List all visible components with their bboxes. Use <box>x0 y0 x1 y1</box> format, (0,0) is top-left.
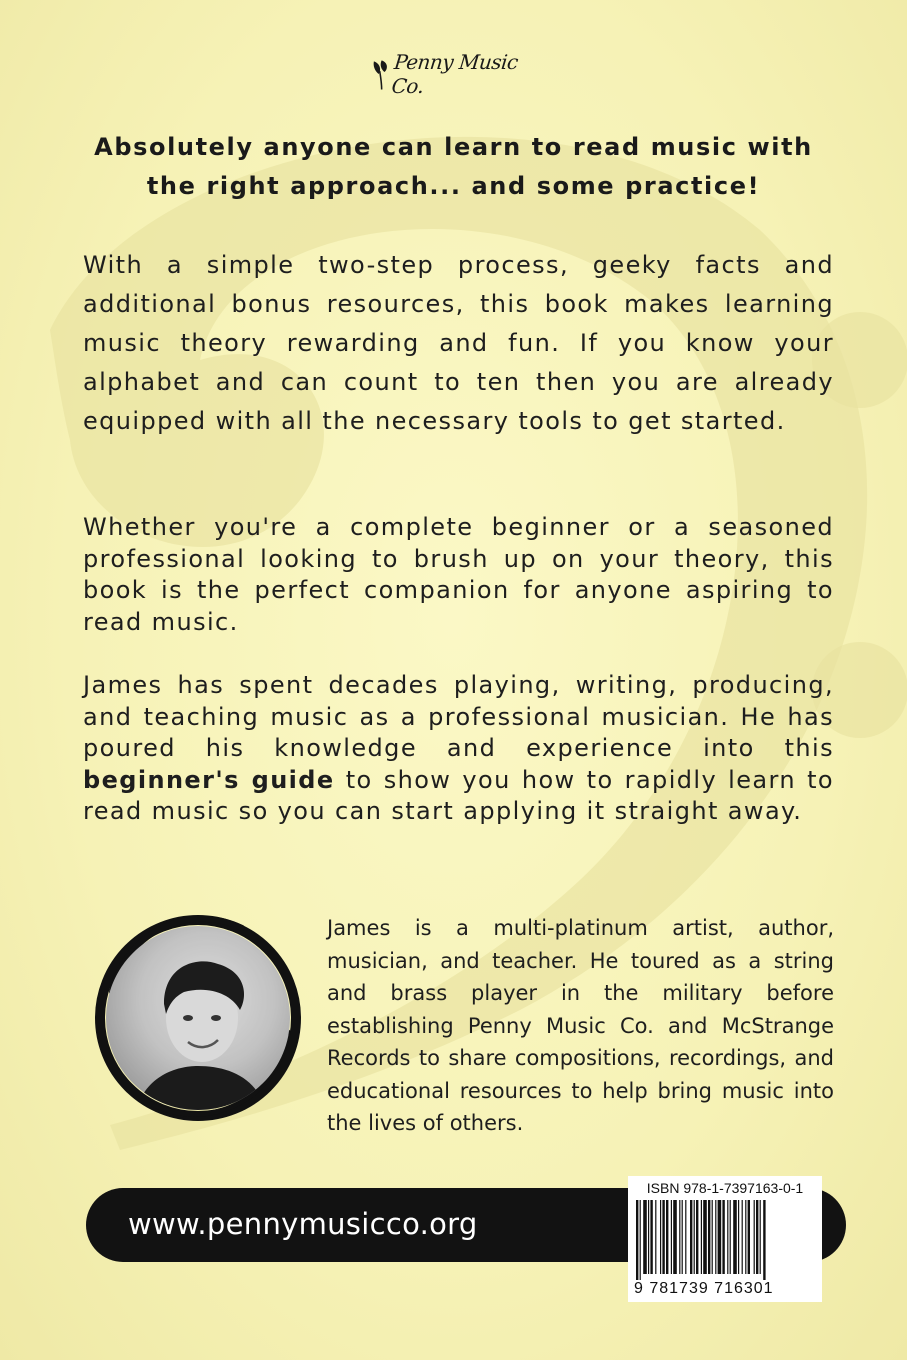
barcode-bar <box>655 1200 656 1274</box>
headline-line-2: the right approach... and some practice! <box>146 172 761 200</box>
barcode-bar <box>690 1200 692 1274</box>
headline-line-1: Absolutely anyone can learn to read music with <box>94 133 813 161</box>
barcode-bar <box>756 1200 758 1274</box>
barcode-bar <box>760 1200 761 1274</box>
barcode-bars <box>634 1200 816 1280</box>
paragraph-3-end: to show you how to rapidly learn to read music so you can start applying it straight away. <box>83 765 834 825</box>
barcode-bar <box>703 1200 707 1274</box>
barcode-bar <box>682 1200 683 1274</box>
description-paragraph-1: With a simple two-step process, geeky facts and additional bonus resources, this book makes learning music theory rewarding and fun. If you know your alphabet and can count to ten then you are already equipped with all the necessary tools to get started. <box>83 251 834 435</box>
logo-text: Penny Music Co. <box>390 50 520 98</box>
barcode-bar <box>650 1200 652 1274</box>
description-paragraph-3 <box>83 670 834 828</box>
barcode-bar <box>696 1200 698 1274</box>
brand-logo <box>370 52 550 96</box>
barcode-bar <box>640 1200 641 1280</box>
barcode-bar <box>643 1200 647 1274</box>
barcode-bar <box>660 1200 661 1274</box>
headline <box>60 128 847 206</box>
barcode-bar <box>662 1200 664 1274</box>
isbn-label: ISBN 978-1-7397163-0-1 <box>646 1180 804 1196</box>
barcode-bar <box>636 1200 638 1280</box>
barcode-bar <box>666 1200 668 1274</box>
barcode-bar <box>694 1200 695 1274</box>
barcode-bar <box>673 1200 677 1274</box>
barcode-bar <box>763 1200 765 1280</box>
beginners-guide-emphasis: beginner's guide <box>83 765 335 794</box>
barcode-bar <box>742 1200 743 1274</box>
barcode-bar <box>671 1200 672 1274</box>
barcode-bar <box>679 1200 680 1274</box>
barcode-bar <box>754 1200 755 1274</box>
author-portrait-icon <box>106 926 290 1110</box>
barcode-bar <box>745 1200 746 1274</box>
isbn-barcode <box>628 1176 822 1302</box>
paragraph-3-start: James has spent decades playing, writing, producing, and teaching music as a professional musician. He has poured his knowledge and experience into this <box>83 671 834 762</box>
barcode-bar <box>708 1200 710 1274</box>
barcode-bar <box>748 1200 750 1274</box>
barcode-bar <box>648 1200 649 1274</box>
author-bio: James is a multi-platinum artist, author, musician, and teacher. He toured as a string and brass player in the military before establishing Penny Music Co. and McStrange Records to share compositions, recordings, and educational resources to help bring music into the lives of others. <box>327 916 834 1135</box>
barcode-bar <box>685 1200 686 1274</box>
website-link[interactable]: www.pennymusicco.org <box>128 1207 478 1241</box>
barcode-bar <box>722 1200 724 1274</box>
barcode-bar <box>738 1200 739 1274</box>
barcode-bar <box>712 1200 713 1274</box>
description-paragraph-2: Whether you're a complete beginner or a seasoned professional looking to brush up on your theory, this book is the perfect companion for anyone aspiring to read music. <box>83 513 834 636</box>
barcode-digits: 9 781739 716301 <box>634 1280 774 1297</box>
barcode-bar <box>730 1200 731 1274</box>
barcode-bar <box>715 1200 716 1274</box>
author-photo <box>106 926 290 1110</box>
leaf-icon <box>370 57 391 91</box>
barcode-bar <box>727 1200 728 1274</box>
barcode-bar <box>718 1200 722 1274</box>
barcode-bar <box>701 1200 702 1274</box>
barcode-bar <box>733 1200 737 1274</box>
